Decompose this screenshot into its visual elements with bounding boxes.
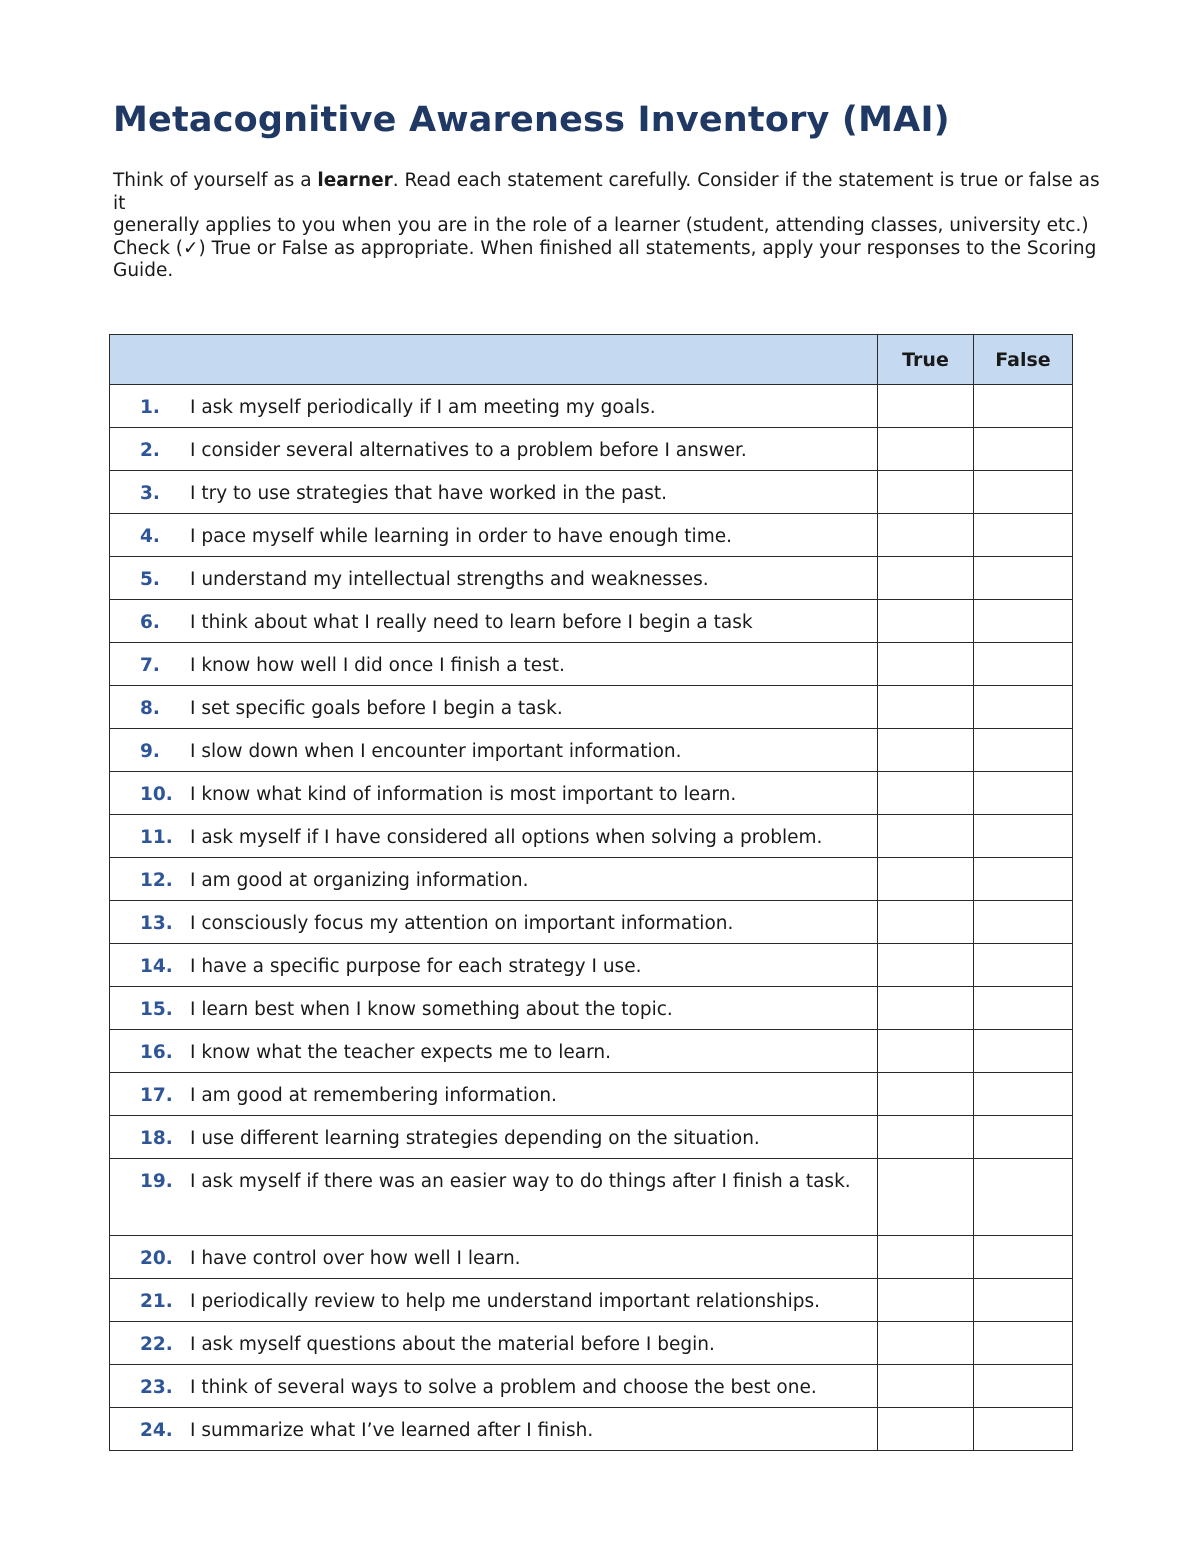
statement-text: I periodically review to help me understand important relationships. — [190, 1291, 820, 1312]
statement-number-wrap — [110, 1241, 190, 1276]
statement-number-wrap — [110, 476, 190, 511]
statement-number-wrap — [110, 1284, 190, 1319]
statement-text: I am good at remembering information. — [190, 1085, 557, 1106]
true-checkbox-cell[interactable] — [878, 385, 974, 428]
statement — [110, 428, 877, 468]
statement-text: I ask myself periodically if I am meeting my goals. — [190, 397, 656, 418]
statement-number: 20. — [140, 1248, 173, 1269]
statement-text: I ask myself if there was an easier way to do things after I finish a task. — [190, 1171, 851, 1192]
table-row — [110, 686, 1073, 729]
table-row — [110, 944, 1073, 987]
statement-text: I ask myself if I have considered all options when solving a problem. — [190, 827, 823, 848]
statement-number: 8. — [140, 698, 160, 719]
statement-cell — [110, 385, 878, 428]
false-checkbox-cell[interactable] — [974, 1116, 1073, 1159]
false-checkbox-cell[interactable] — [974, 1279, 1073, 1322]
statement-number-wrap — [110, 992, 190, 1027]
inventory-table — [109, 334, 1073, 1451]
statement-number-wrap — [110, 1035, 190, 1070]
statement-number: 16. — [140, 1042, 173, 1063]
table-row — [110, 1116, 1073, 1159]
statement-text: I try to use strategies that have worked in the past. — [190, 483, 668, 504]
false-checkbox-cell[interactable] — [974, 1073, 1073, 1116]
statement-text: I have control over how well I learn. — [190, 1248, 521, 1269]
true-checkbox-cell[interactable] — [878, 600, 974, 643]
statement-text: I consider several alternatives to a problem before I answer. — [190, 440, 747, 461]
true-checkbox-cell[interactable] — [878, 428, 974, 471]
false-checkbox-cell[interactable] — [974, 385, 1073, 428]
statement — [110, 471, 877, 511]
statement-cell — [110, 643, 878, 686]
true-checkbox-cell[interactable] — [878, 1365, 974, 1408]
table-row — [110, 557, 1073, 600]
statement-text: I know what the teacher expects me to learn. — [190, 1042, 611, 1063]
true-checkbox-cell[interactable] — [878, 471, 974, 514]
false-checkbox-cell[interactable] — [974, 686, 1073, 729]
statement-number: 12. — [140, 870, 173, 891]
statement-number: 15. — [140, 999, 173, 1020]
statement — [110, 1279, 877, 1319]
true-checkbox-cell[interactable] — [878, 1236, 974, 1279]
statement-number: 9. — [140, 741, 160, 762]
statement — [110, 385, 877, 425]
statement — [110, 901, 877, 941]
false-checkbox-cell[interactable] — [974, 729, 1073, 772]
statement-text: I know how well I did once I finish a test. — [190, 655, 565, 676]
statement-number: 1. — [140, 397, 160, 418]
table-row — [110, 385, 1073, 428]
false-checkbox-cell[interactable] — [974, 1408, 1073, 1451]
false-column-header: False — [974, 335, 1073, 385]
false-checkbox-cell[interactable] — [974, 772, 1073, 815]
statement-text: I ask myself questions about the material before I begin. — [190, 1334, 715, 1355]
statement-number: 2. — [140, 440, 160, 461]
statement-number: 14. — [140, 956, 173, 977]
false-checkbox-cell[interactable] — [974, 858, 1073, 901]
true-checkbox-cell[interactable] — [878, 686, 974, 729]
statement-number: 7. — [140, 655, 160, 676]
true-checkbox-cell[interactable] — [878, 815, 974, 858]
statement-text: I summarize what I’ve learned after I finish. — [190, 1420, 594, 1441]
table-row — [110, 1365, 1073, 1408]
statement-cell — [110, 1116, 878, 1159]
false-checkbox-cell[interactable] — [974, 944, 1073, 987]
statement-number: 21. — [140, 1291, 173, 1312]
true-checkbox-cell[interactable] — [878, 514, 974, 557]
statement-text: I pace myself while learning in order to have enough time. — [190, 526, 732, 547]
statement — [110, 944, 877, 984]
table-row — [110, 1236, 1073, 1279]
statement-cell — [110, 1322, 878, 1365]
false-checkbox-cell[interactable] — [974, 1159, 1073, 1236]
true-checkbox-cell[interactable] — [878, 901, 974, 944]
statement — [110, 600, 877, 640]
statement-text: I am good at organizing information. — [190, 870, 529, 891]
statement-cell — [110, 901, 878, 944]
true-checkbox-cell[interactable] — [878, 1322, 974, 1365]
statement-text: I have a specific purpose for each strategy I use. — [190, 956, 642, 977]
table-row — [110, 428, 1073, 471]
statement-cell — [110, 1408, 878, 1451]
instructions-line-1-start: Think of yourself as a — [113, 170, 318, 191]
statement-number-wrap — [110, 734, 190, 769]
statement-number-wrap — [110, 1078, 190, 1113]
false-checkbox-cell[interactable] — [974, 1365, 1073, 1408]
false-checkbox-cell[interactable] — [974, 1236, 1073, 1279]
statement — [110, 1365, 877, 1405]
false-checkbox-cell[interactable] — [974, 987, 1073, 1030]
statement-text: I consciously focus my attention on important information. — [190, 913, 734, 934]
statement-text: I use different learning strategies depending on the situation. — [190, 1128, 760, 1149]
false-checkbox-cell[interactable] — [974, 901, 1073, 944]
statement-cell — [110, 514, 878, 557]
statement — [110, 1073, 877, 1113]
statement-cell — [110, 1279, 878, 1322]
true-checkbox-cell[interactable] — [878, 1279, 974, 1322]
statement-cell — [110, 600, 878, 643]
statement-cell — [110, 471, 878, 514]
table-row — [110, 1073, 1073, 1116]
table-row — [110, 901, 1073, 944]
statement — [110, 557, 877, 597]
statement — [110, 858, 877, 898]
table-row — [110, 1279, 1073, 1322]
instructions-line-3: Check (✓) True or False as appropriate. When finished all statements, apply your responses to the Scoring Guide. — [113, 237, 1097, 281]
true-checkbox-cell[interactable] — [878, 944, 974, 987]
statement-number-wrap — [110, 605, 190, 640]
statement — [110, 643, 877, 683]
instructions-line-1-end: . Read each statement carefully. Consider if the statement is true or false as it — [113, 170, 1100, 214]
table-row — [110, 471, 1073, 514]
statement — [110, 514, 877, 554]
table-row — [110, 1159, 1073, 1236]
true-checkbox-cell[interactable] — [878, 858, 974, 901]
statement — [110, 686, 877, 726]
statement-number-wrap — [110, 1164, 190, 1199]
statement-number-wrap — [110, 691, 190, 726]
table-row — [110, 514, 1073, 557]
statement-cell — [110, 1030, 878, 1073]
statement-cell — [110, 428, 878, 471]
false-checkbox-cell[interactable] — [974, 557, 1073, 600]
statement-cell — [110, 815, 878, 858]
statement-text: I think about what I really need to learn before I begin a task — [190, 612, 753, 633]
statement-text: I slow down when I encounter important information. — [190, 741, 682, 762]
statement-cell — [110, 1365, 878, 1408]
statement — [110, 1030, 877, 1070]
true-checkbox-cell[interactable] — [878, 1159, 974, 1236]
true-checkbox-cell[interactable] — [878, 643, 974, 686]
statement-text: I know what kind of information is most important to learn. — [190, 784, 737, 805]
statement-number-wrap — [110, 433, 190, 468]
false-checkbox-cell[interactable] — [974, 1030, 1073, 1073]
statement-number-wrap — [110, 390, 190, 425]
statement-text: I learn best when I know something about the topic. — [190, 999, 673, 1020]
table-row — [110, 858, 1073, 901]
instructions-line-2: generally applies to you when you are in the role of a learner (student, attending classes, university etc.) — [113, 215, 1089, 236]
true-checkbox-cell[interactable] — [878, 1073, 974, 1116]
statement-cell — [110, 1073, 878, 1116]
statement-number-wrap — [110, 1327, 190, 1362]
false-checkbox-cell[interactable] — [974, 471, 1073, 514]
statement-number-wrap — [110, 1413, 190, 1448]
table-row — [110, 987, 1073, 1030]
statement — [110, 815, 877, 855]
statement-cell — [110, 729, 878, 772]
instructions-line-1 — [113, 170, 1103, 215]
statement-number: 6. — [140, 612, 160, 633]
statement-number: 18. — [140, 1128, 173, 1149]
statement-number-wrap — [110, 1370, 190, 1405]
true-checkbox-cell[interactable] — [878, 772, 974, 815]
table-row — [110, 600, 1073, 643]
statement — [110, 772, 877, 812]
statement-number: 5. — [140, 569, 160, 590]
statement — [110, 729, 877, 769]
statement-number: 19. — [140, 1171, 173, 1192]
table-row — [110, 643, 1073, 686]
statement — [110, 1322, 877, 1362]
statement-number-wrap — [110, 863, 190, 898]
false-checkbox-cell[interactable] — [974, 815, 1073, 858]
statement-number: 4. — [140, 526, 160, 547]
table-header-row — [110, 335, 1073, 385]
statement — [110, 1159, 877, 1199]
page-title: Metacognitive Awareness Inventory (MAI) — [113, 100, 950, 140]
false-checkbox-cell[interactable] — [974, 428, 1073, 471]
true-checkbox-cell[interactable] — [878, 557, 974, 600]
true-column-header: True — [878, 335, 974, 385]
false-checkbox-cell[interactable] — [974, 514, 1073, 557]
true-checkbox-cell[interactable] — [878, 1030, 974, 1073]
false-checkbox-cell[interactable] — [974, 600, 1073, 643]
statement-cell — [110, 1236, 878, 1279]
instructions-learner-emphasis: learner — [317, 170, 393, 191]
statement-text: I set specific goals before I begin a task. — [190, 698, 563, 719]
statement-text: I understand my intellectual strengths and weaknesses. — [190, 569, 709, 590]
true-checkbox-cell[interactable] — [878, 729, 974, 772]
statement — [110, 1116, 877, 1156]
true-checkbox-cell[interactable] — [878, 987, 974, 1030]
true-checkbox-cell[interactable] — [878, 1116, 974, 1159]
table-row — [110, 1322, 1073, 1365]
table-row — [110, 772, 1073, 815]
statement-number: 17. — [140, 1085, 173, 1106]
statement-number: 11. — [140, 827, 173, 848]
statement-cell — [110, 557, 878, 600]
true-checkbox-cell[interactable] — [878, 1408, 974, 1451]
statement-number: 23. — [140, 1377, 173, 1398]
statement-number-wrap — [110, 820, 190, 855]
statement-number-wrap — [110, 1121, 190, 1156]
statement-number: 3. — [140, 483, 160, 504]
statement-number-wrap — [110, 777, 190, 812]
table-row — [110, 1030, 1073, 1073]
statement-cell — [110, 686, 878, 729]
statement-number-wrap — [110, 648, 190, 683]
statement-cell — [110, 858, 878, 901]
statement-number-wrap — [110, 949, 190, 984]
statement-number: 10. — [140, 784, 173, 805]
statement-text: I think of several ways to solve a problem and choose the best one. — [190, 1377, 817, 1398]
statement-number: 24. — [140, 1420, 173, 1441]
statement — [110, 1236, 877, 1276]
statement-number-wrap — [110, 562, 190, 597]
table-row — [110, 729, 1073, 772]
statement-number-wrap — [110, 906, 190, 941]
statement-number-wrap — [110, 519, 190, 554]
statement-number: 13. — [140, 913, 173, 934]
statement-column-header — [110, 335, 878, 385]
false-checkbox-cell[interactable] — [974, 1322, 1073, 1365]
statement-cell — [110, 944, 878, 987]
false-checkbox-cell[interactable] — [974, 643, 1073, 686]
instructions — [113, 170, 1103, 283]
statement-cell — [110, 772, 878, 815]
statement — [110, 987, 877, 1027]
table-row — [110, 1408, 1073, 1451]
statement-number: 22. — [140, 1334, 173, 1355]
statement-cell — [110, 1159, 878, 1236]
statement — [110, 1408, 877, 1448]
table-row — [110, 815, 1073, 858]
statement-cell — [110, 987, 878, 1030]
